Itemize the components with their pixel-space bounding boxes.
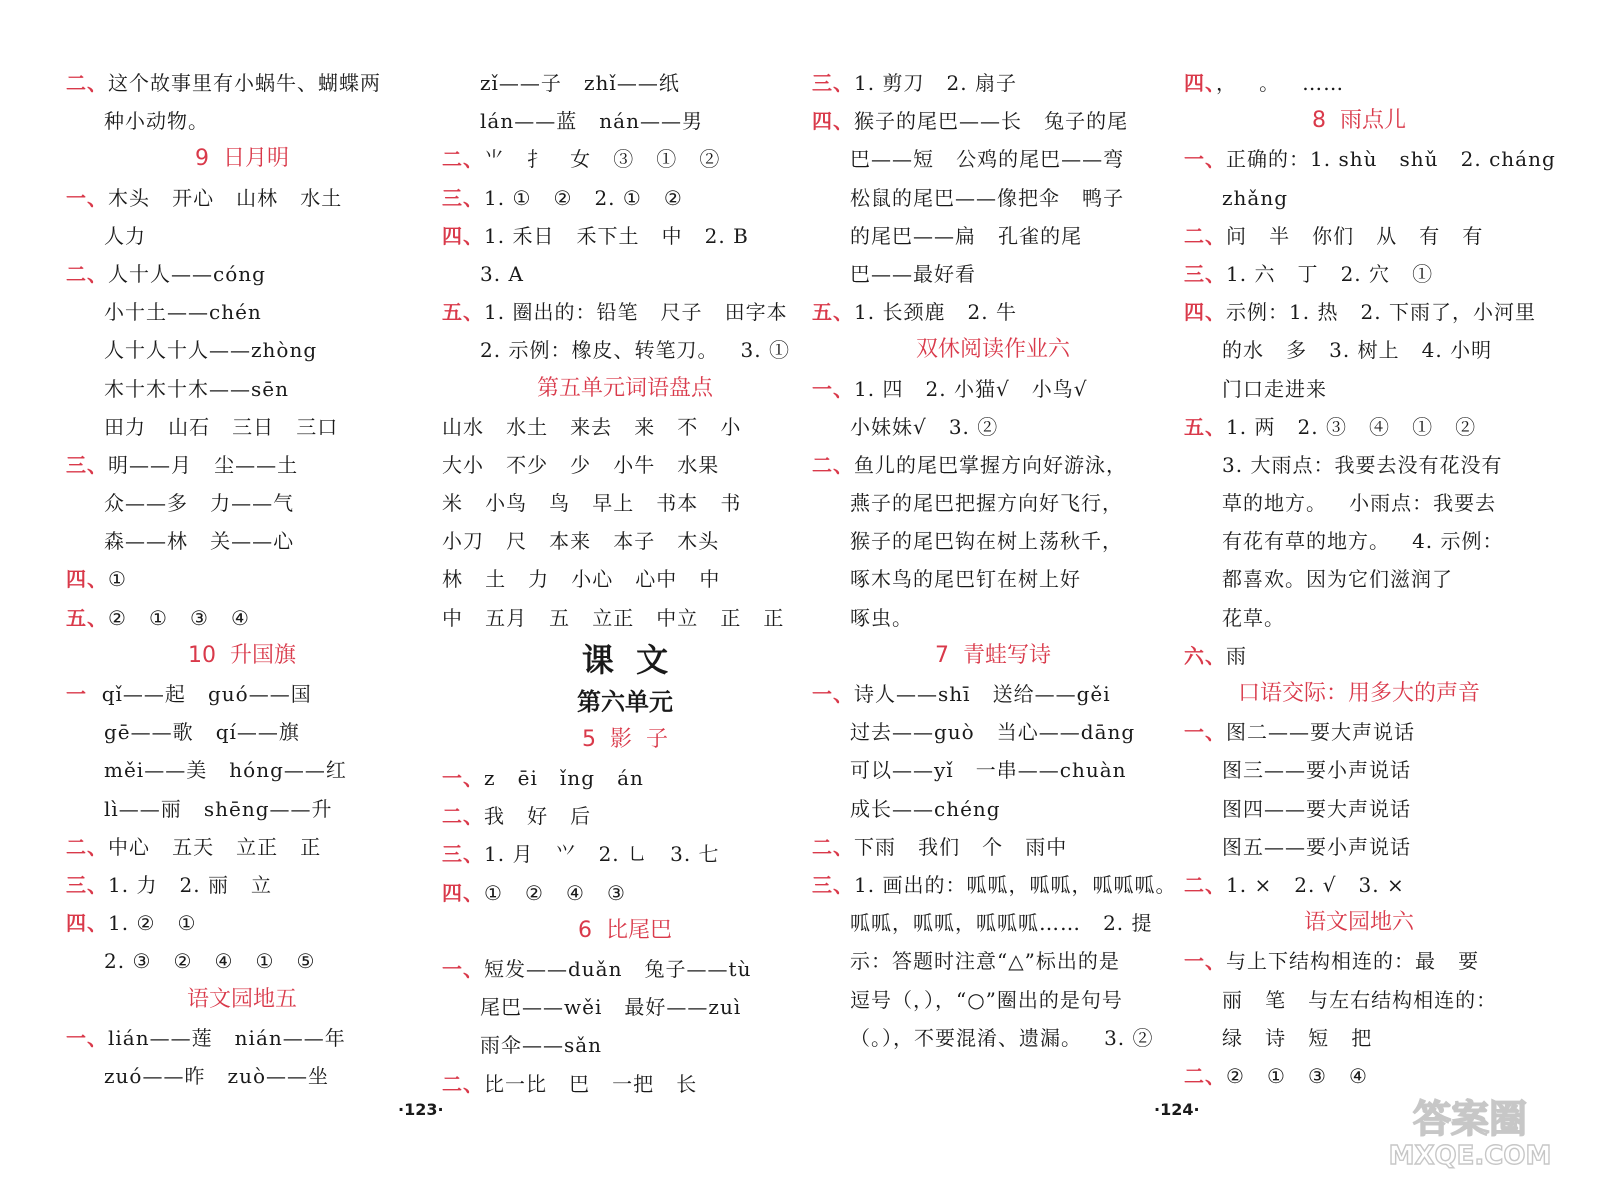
- answer-line: [442, 988, 808, 1026]
- question-number: 二、: [812, 834, 854, 859]
- answer-line: [812, 866, 1177, 904]
- answer-line: [442, 759, 808, 797]
- answer-text: 图五——要小声说话: [1222, 834, 1411, 859]
- answer-text: ② ① ③ ④: [1226, 1063, 1368, 1088]
- answer-line: [812, 790, 1174, 828]
- answer-text: 巴——短 公鸡的尾巴——弯: [850, 147, 1125, 172]
- answer-line: [66, 484, 418, 522]
- question-number: 五、: [66, 605, 108, 630]
- answer-line: [442, 522, 808, 560]
- section-heading: 语文园地五: [186, 986, 297, 1012]
- answer-line: [1184, 599, 1534, 637]
- answer-line: [66, 942, 418, 980]
- answer-text: 1. 四 2. 小猫√ 小鸟√: [854, 376, 1088, 401]
- answer-text: 示：答题时注意“△”标出的是: [850, 949, 1120, 974]
- answer-text: 示例：1. 热 2. 下雨了，小河里: [1226, 300, 1536, 325]
- question-number: 二、: [1184, 872, 1226, 897]
- answer-line: [442, 1065, 808, 1103]
- question-number: 三、: [812, 71, 854, 95]
- answer-text: měi——美 hóng——红: [104, 758, 347, 783]
- answer-line: [442, 835, 808, 873]
- answer-line: [1184, 713, 1534, 751]
- question-number: 五、: [1184, 414, 1226, 439]
- answer-text: 1. 禾日 禾下土 中 2. B: [484, 223, 749, 248]
- answer-line: [812, 179, 1174, 217]
- answer-line: [66, 370, 418, 408]
- answer-line: [1184, 217, 1534, 255]
- answer-line: [812, 64, 1174, 102]
- answer-text: 山水 水土 来去 来 不 小: [442, 414, 742, 439]
- question-number: 六、: [1184, 643, 1226, 668]
- answer-line: [1184, 255, 1534, 293]
- answer-line: [442, 1026, 808, 1064]
- question-number: 四、: [66, 567, 108, 592]
- answer-column-2: [442, 64, 808, 1103]
- answer-line: [1184, 446, 1534, 484]
- question-number: 二、: [66, 71, 108, 95]
- answer-text: 短发——duǎn 兔子——tù: [484, 956, 752, 981]
- answer-line: [442, 408, 808, 446]
- answer-text: 人十人——cóng: [108, 261, 266, 286]
- answer-text: 比一比 巴 一把 长: [484, 1071, 698, 1096]
- answer-line: [1184, 790, 1534, 828]
- question-number: 一、: [1184, 147, 1226, 172]
- answer-line: [66, 1019, 418, 1057]
- answer-line: [66, 179, 418, 217]
- answer-line: [1184, 981, 1534, 1019]
- question-number: 一、: [442, 956, 484, 981]
- answer-line: [66, 713, 418, 751]
- answer-line: [66, 751, 418, 789]
- answer-text: 明——月 尘——土: [108, 452, 299, 477]
- answer-text: 的水 多 3. 树上 4. 小明: [1222, 338, 1493, 363]
- answer-text: 1. 两 2. ③ ④ ① ②: [1226, 414, 1477, 439]
- section-heading: 双休阅读作业六: [915, 337, 1070, 363]
- answer-text: 雨: [1226, 643, 1247, 668]
- answer-text: 木头 开心 山林 水土: [108, 185, 343, 210]
- answer-line: [812, 102, 1174, 140]
- answer-line: [66, 293, 418, 331]
- section-heading: 5 影 子: [582, 726, 668, 752]
- answer-text: 门口走进来: [1222, 376, 1327, 401]
- question-number: 四、: [66, 911, 108, 936]
- question-number: 三、: [66, 452, 108, 477]
- answer-line: [442, 293, 808, 331]
- answer-text: 1. 画出的：呱呱，呱呱，呱呱呱。: [854, 872, 1177, 897]
- answer-line: [812, 446, 1174, 484]
- answer-text: 尾巴——wěi 最好——zuì: [480, 995, 742, 1020]
- question-number: 一、: [812, 376, 854, 401]
- answer-text: 诗人——shī 送给——gěi: [854, 682, 1111, 706]
- answer-line: [66, 904, 418, 942]
- answer-text: 1. 剪刀 2. 扇子: [854, 71, 1017, 95]
- answer-text: gē——歌 qí——旗: [104, 720, 300, 745]
- answer-line: [812, 751, 1174, 789]
- answer-text: 中 五月 五 立正 中立 正 正: [442, 605, 785, 630]
- question-number: 四、: [812, 109, 854, 134]
- answer-text: ①: [108, 567, 127, 592]
- answer-text: 都喜欢。因为它们滋润了: [1222, 567, 1453, 592]
- answer-line: [66, 866, 418, 904]
- page-number-right: ·124·: [1154, 1100, 1200, 1119]
- answer-line: [66, 675, 418, 713]
- answer-text: 有花有草的地方。 4. 示例：: [1222, 529, 1504, 554]
- answer-line: [812, 484, 1174, 522]
- section-heading: 8 雨点儿: [1312, 108, 1406, 134]
- answer-line: [66, 331, 418, 369]
- answer-line: [442, 560, 808, 598]
- answer-text: 1. 六 丁 2. 穴 ①: [1226, 261, 1434, 286]
- question-number: 五、: [442, 300, 484, 325]
- answer-line: [66, 828, 418, 866]
- answer-text: 可以——yǐ 一串——chuàn: [850, 758, 1127, 783]
- answer-text: 图二——要大声说话: [1226, 720, 1415, 745]
- answer-text: 鱼儿的尾巴掌握方向好游泳，: [854, 452, 1127, 477]
- answer-line: [442, 64, 808, 102]
- answer-line: [442, 446, 808, 484]
- answer-text: 1. 月 ⺍ 2. ㇟ 3. 七: [484, 842, 720, 867]
- question-number: 四、: [1184, 300, 1226, 325]
- answer-line: [66, 255, 418, 293]
- answer-line: [66, 102, 418, 140]
- answer-line: [442, 179, 808, 217]
- answer-column-4: [1184, 64, 1556, 1095]
- answer-text: z ēi ǐng án: [484, 766, 644, 790]
- answer-line: [66, 1057, 418, 1095]
- section-heading: 10 升国旗: [188, 642, 296, 668]
- answer-text: 1. ① ② 2. ① ②: [484, 185, 683, 210]
- answer-text: lì——丽 shēng——升: [104, 796, 333, 821]
- answer-text: 1. 圈出的：铅笔 尺子 田字本: [484, 300, 788, 325]
- answer-text: 小刀 尺 本来 本子 木头: [442, 529, 720, 554]
- answer-text: ① ② ④ ③: [484, 880, 626, 905]
- page-number-left: ·123·: [398, 1100, 444, 1119]
- answer-text: 猴子的尾巴钩在树上荡秋千，: [850, 529, 1123, 554]
- section-heading: 6 比尾巴: [578, 917, 672, 943]
- answer-line: [66, 446, 418, 484]
- answer-line: [1184, 140, 1556, 178]
- question-number: 三、: [1184, 261, 1226, 286]
- answer-text: qǐ——起 guó——国: [87, 682, 312, 706]
- answer-line: [442, 599, 808, 637]
- answer-text: 与上下结构相连的：最 要: [1226, 949, 1480, 974]
- answer-text: 人力: [104, 223, 146, 248]
- answer-line: [812, 599, 1174, 637]
- answer-line: [66, 790, 418, 828]
- answer-text: 中心 五天 立正 正: [108, 834, 322, 859]
- answer-line: [1184, 751, 1534, 789]
- answer-line: [812, 217, 1174, 255]
- answer-line: [442, 484, 808, 522]
- answer-column-1: [66, 64, 418, 1095]
- section-heading: 9 日月明: [195, 146, 289, 172]
- answer-line: [812, 828, 1174, 866]
- answer-line: [812, 255, 1174, 293]
- answer-text: ， 。 ……: [1216, 71, 1345, 95]
- answer-line: [66, 64, 418, 102]
- answer-text: 雨伞——sǎn: [480, 1033, 603, 1058]
- answer-line: [66, 408, 418, 446]
- answer-text: zǐ——子 zhǐ——纸: [480, 71, 680, 95]
- answer-text: 我 好 后: [484, 804, 592, 829]
- answer-text: 森——林 关——心: [104, 529, 295, 554]
- question-number: 一、: [66, 1025, 108, 1050]
- answer-text: 2. 示例：橡皮、转笔刀。 3. ①: [480, 338, 790, 363]
- answer-text: 1. × 2. √ 3. ×: [1226, 872, 1405, 897]
- answer-text: 这个故事里有小蜗牛、蝴蝶两: [108, 71, 381, 95]
- answer-text: （。），不要混淆、遗漏。 3. ②: [850, 1025, 1154, 1050]
- unit-title: 第六单元: [577, 687, 673, 716]
- answer-text: 燕子的尾巴把握方向好飞行，: [850, 491, 1123, 516]
- answer-line: [442, 874, 808, 912]
- answer-line: [1184, 370, 1534, 408]
- question-number: 二、: [442, 1071, 484, 1096]
- answer-text: 人十人十人——zhòng: [104, 338, 318, 363]
- answer-text: 种小动物。: [104, 109, 209, 134]
- answer-line: [442, 217, 808, 255]
- answer-line: [1184, 64, 1534, 102]
- question-number: 一、: [1184, 720, 1226, 745]
- answer-text: 3. A: [480, 261, 524, 286]
- answer-line: [812, 370, 1174, 408]
- question-number: 三、: [442, 842, 484, 867]
- question-number: 三、: [442, 185, 484, 210]
- answer-text: 逗号（，），“○”圈出的是句号: [850, 987, 1123, 1012]
- question-number: 二、: [66, 261, 108, 286]
- answer-line: [812, 675, 1174, 713]
- answer-text: 成长——chéng: [850, 796, 1001, 821]
- answer-line: [1184, 828, 1534, 866]
- answer-text: 啄虫。: [850, 605, 913, 630]
- answer-line: [812, 1019, 1174, 1057]
- answer-line: [1184, 408, 1534, 446]
- answer-text: lán——蓝 nán——男: [480, 109, 703, 134]
- question-number: 一、: [812, 682, 854, 706]
- watermark-logo: [1370, 1090, 1570, 1170]
- answer-line: [66, 560, 418, 598]
- answer-text: 松鼠的尾巴——像把伞 鸭子: [850, 185, 1125, 210]
- section-heading: 语文园地六: [1303, 910, 1414, 936]
- answer-text: 图四——要大声说话: [1222, 796, 1411, 821]
- answer-text: ② ① ③ ④: [108, 605, 250, 630]
- answer-text: 丽 笔 与左右结构相连的：: [1222, 987, 1498, 1012]
- answer-text: 众——多 力——气: [104, 491, 295, 516]
- answer-line: [812, 942, 1174, 980]
- question-number: 二、: [442, 147, 484, 172]
- answer-text: 1. 力 2. 丽 立: [108, 872, 273, 897]
- section-heading: 口语交际：用多大的声音: [1237, 681, 1480, 706]
- answer-text: 田力 山石 三日 三口: [104, 414, 339, 439]
- answer-text: 啄木鸟的尾巴钉在树上好: [850, 567, 1081, 592]
- answer-line: [812, 560, 1174, 598]
- question-number: 一、: [442, 766, 484, 790]
- question-number: 二、: [1184, 1063, 1226, 1088]
- question-number: 二、: [66, 834, 108, 859]
- question-number: 二、: [1184, 223, 1226, 248]
- answer-text: 图三——要小声说话: [1222, 758, 1411, 783]
- question-number: 五、: [812, 300, 854, 325]
- answer-text: 林 土 力 小心 心中 中: [442, 567, 721, 592]
- answer-text: 下雨 我们 个 雨中: [854, 834, 1068, 859]
- answer-text: 2. ③ ② ④ ① ⑤: [104, 949, 316, 974]
- answer-text: lián——莲 nián——年: [108, 1025, 346, 1050]
- answer-line: [66, 217, 418, 255]
- answer-text: zhǎng: [1222, 185, 1289, 210]
- answer-text: 绿 诗 短 把: [1222, 1025, 1373, 1050]
- answer-line: [1184, 179, 1534, 217]
- answer-line: [1184, 484, 1534, 522]
- answer-text: 小十土——chén: [104, 300, 262, 325]
- answer-line: [812, 713, 1174, 751]
- answer-text: 花草。: [1222, 605, 1285, 630]
- answer-text: 米 小鸟 鸟 早上 书本 书: [442, 491, 742, 516]
- answer-text: 3. 大雨点：我要去没有花没有: [1222, 452, 1503, 477]
- watermark-url-text: MXQE.COM: [1388, 1141, 1552, 1170]
- answer-line: [442, 797, 808, 835]
- answer-line: [1184, 637, 1534, 675]
- answer-text: 大小 不少 少 小牛 水果: [442, 452, 720, 477]
- question-number: 三、: [66, 872, 108, 897]
- question-number: 一、: [1184, 949, 1226, 974]
- answer-text: 正确的：1. shù shǔ 2. cháng: [1226, 147, 1556, 172]
- answer-text: 问 半 你们 从 有 有: [1226, 223, 1484, 248]
- answer-line: [812, 904, 1174, 942]
- answer-text: 小妹妹√ 3. ②: [850, 414, 999, 439]
- section-heading: 第五单元词语盘点: [536, 375, 713, 401]
- answer-text: 草的地方。 小雨点：我要去: [1222, 491, 1497, 516]
- answer-line: [812, 522, 1174, 560]
- answer-text: 猴子的尾巴——长 兔子的尾: [854, 109, 1129, 134]
- answer-line: [442, 950, 808, 988]
- question-number: 二、: [442, 804, 484, 829]
- answer-line: [1184, 293, 1534, 331]
- answer-line: [1184, 1019, 1534, 1057]
- answer-line: [812, 408, 1174, 446]
- answer-text: ⺌ 扌 女 ③ ① ②: [484, 147, 721, 172]
- question-number: 一、: [66, 185, 108, 210]
- answer-text: 木十木十木——sēn: [104, 376, 289, 401]
- answer-line: [442, 140, 808, 178]
- part-title: 课 文: [581, 640, 669, 679]
- answer-line: [442, 331, 808, 369]
- answer-text: 1. 长颈鹿 2. 牛: [854, 300, 1017, 325]
- answer-column-3: [812, 64, 1177, 1057]
- answer-line: [1184, 522, 1534, 560]
- answer-text: 巴——最好看: [850, 261, 976, 286]
- answer-line: [1184, 942, 1534, 980]
- answer-text: 的尾巴——扁 孔雀的尾: [850, 223, 1083, 248]
- watermark-main-text: 答案圈: [1412, 1097, 1528, 1141]
- answer-line: [1184, 866, 1534, 904]
- answer-line: [812, 293, 1174, 331]
- answer-line: [442, 102, 808, 140]
- answer-line: [66, 599, 418, 637]
- answer-text: zuó——昨 zuò——坐: [104, 1063, 329, 1088]
- question-number: 二、: [812, 452, 854, 477]
- answer-line: [1184, 331, 1534, 369]
- answer-line: [442, 255, 808, 293]
- answer-text: 1. ② ①: [108, 911, 197, 936]
- question-number: 三、: [812, 872, 854, 897]
- question-number: 四、: [1184, 71, 1216, 95]
- answer-line: [66, 522, 418, 560]
- question-number: 一: [66, 682, 87, 706]
- question-number: 四、: [442, 223, 484, 248]
- answer-line: [1184, 560, 1534, 598]
- answer-text: 呱呱，呱呱，呱呱呱…… 2. 提: [850, 911, 1153, 936]
- section-heading: 7 青蛙写诗: [935, 642, 1051, 668]
- answer-text: 过去——guò 当心——dāng: [850, 720, 1136, 745]
- question-number: 四、: [442, 880, 484, 905]
- answer-line: [812, 140, 1174, 178]
- answer-line: [812, 981, 1174, 1019]
